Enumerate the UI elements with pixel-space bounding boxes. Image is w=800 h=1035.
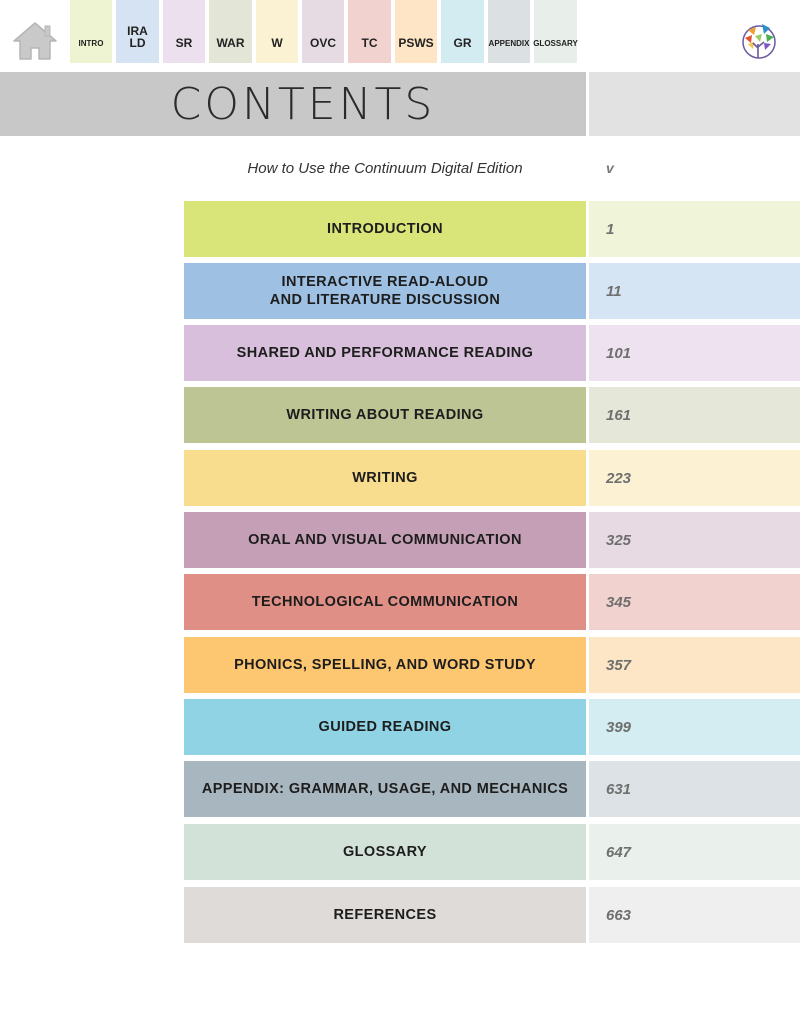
title-band-side — [589, 72, 800, 136]
howto-link[interactable]: How to Use the Continuum Digital Edition — [247, 159, 523, 177]
page-title: CONTENTS — [170, 78, 436, 130]
toc-row-page: 399 — [589, 699, 800, 755]
top-nav-bar — [0, 0, 800, 72]
tab-w[interactable]: W — [256, 0, 298, 63]
tab-irald[interactable]: IRA LD — [116, 0, 159, 63]
howto-page-number: v — [606, 160, 614, 176]
tab-ovc[interactable]: OVC — [302, 0, 344, 63]
toc-row-page: 101 — [589, 325, 800, 381]
toc-row-page: 663 — [589, 887, 800, 943]
toc-row-label: REFERENCES — [184, 887, 586, 943]
toc-row-page: 325 — [589, 512, 800, 568]
toc-row-oral-visual-communication[interactable] — [184, 512, 800, 568]
toc-row-page: 11 — [589, 263, 800, 319]
toc-row-technological-communication[interactable] — [184, 574, 800, 630]
toc-row-label: ORAL AND VISUAL COMMUNICATION — [184, 512, 586, 568]
tab-intro[interactable]: INTRO — [70, 0, 112, 63]
tab-psws[interactable]: PSWS — [395, 0, 437, 63]
tab-gr[interactable]: GR — [441, 0, 484, 63]
toc-row-guided-reading[interactable] — [184, 699, 800, 755]
toc-row-writing[interactable] — [184, 450, 800, 506]
tree-logo-icon — [740, 22, 778, 60]
tab-glossary[interactable]: GLOSSARY — [534, 0, 577, 63]
toc-row-introduction[interactable] — [184, 201, 800, 257]
toc-row-label: GLOSSARY — [184, 824, 586, 880]
tab-war[interactable]: WAR — [209, 0, 252, 63]
toc-row-label: SHARED AND PERFORMANCE READING — [184, 325, 586, 381]
toc-row-page: 1 — [589, 201, 800, 257]
toc-row-page: 631 — [589, 761, 800, 817]
toc-row-label: APPENDIX: GRAMMAR, USAGE, AND MECHANICS — [184, 761, 586, 817]
tab-sr[interactable]: SR — [163, 0, 205, 63]
tab-appendix[interactable]: APPENDIX — [488, 0, 530, 63]
toc-row-label: WRITING ABOUT READING — [184, 387, 586, 443]
title-band — [0, 72, 586, 136]
toc-row-label: GUIDED READING — [184, 699, 586, 755]
toc-row-shared-performance-reading[interactable] — [184, 325, 800, 381]
toc-row-appendix[interactable] — [184, 761, 800, 817]
toc-row-page: 357 — [589, 637, 800, 693]
toc-row-page: 161 — [589, 387, 800, 443]
toc-row-references[interactable] — [184, 887, 800, 943]
toc-row-interactive-read-aloud[interactable] — [184, 263, 800, 319]
toc-row-page: 223 — [589, 450, 800, 506]
toc-row-writing-about-reading[interactable] — [184, 387, 800, 443]
toc-row-page: 647 — [589, 824, 800, 880]
toc-row-label: PHONICS, SPELLING, AND WORD STUDY — [184, 637, 586, 693]
toc-row-page: 345 — [589, 574, 800, 630]
toc-row-label: WRITING — [184, 450, 586, 506]
toc-row-glossary[interactable] — [184, 824, 800, 880]
home-icon[interactable] — [12, 20, 58, 62]
tab-tc[interactable]: TC — [348, 0, 391, 63]
toc-row-phonics-spelling[interactable] — [184, 637, 800, 693]
toc-row-label: INTRODUCTION — [184, 201, 586, 257]
toc-row-label: INTERACTIVE READ-ALOUD AND LITERATURE DISCUSSION — [184, 263, 586, 319]
toc-row-label: TECHNOLOGICAL COMMUNICATION — [184, 574, 586, 630]
